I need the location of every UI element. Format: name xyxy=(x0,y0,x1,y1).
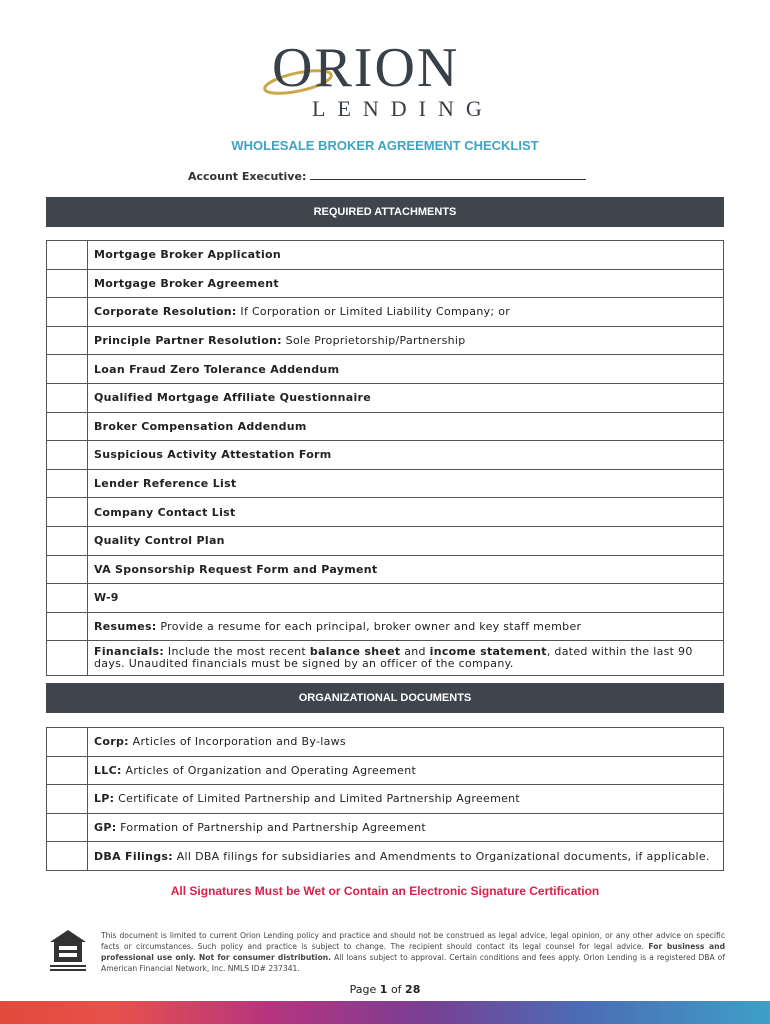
item-text: Certificate of Limited Partnership and Limited Partnership Agreement xyxy=(114,792,521,806)
financials-b2: income statement xyxy=(429,645,547,659)
checklist-row xyxy=(47,383,724,412)
checkbox-cell[interactable] xyxy=(47,441,88,470)
checklist-item-text xyxy=(88,269,724,298)
checklist-row xyxy=(47,842,724,871)
item-bold: Mortgage Broker Agreement xyxy=(94,276,279,290)
financials-label: Financials: xyxy=(94,645,165,659)
page-number xyxy=(0,983,770,996)
checklist-item-text xyxy=(88,612,724,641)
checklist-row xyxy=(47,498,724,527)
item-bold: Loan Fraud Zero Tolerance Addendum xyxy=(94,362,340,376)
checklist-row xyxy=(47,526,724,555)
organizational-documents-table xyxy=(46,727,724,871)
equal-housing-opportunity-icon xyxy=(48,928,88,972)
item-bold: LP: xyxy=(94,792,115,806)
checkbox-cell[interactable] xyxy=(47,612,88,641)
checkbox-cell[interactable] xyxy=(47,813,88,842)
checklist-item-text xyxy=(88,813,724,842)
checklist-row xyxy=(47,612,724,641)
item-bold: Broker Compensation Addendum xyxy=(94,419,307,433)
checklist-row xyxy=(47,728,724,757)
page-label: Page xyxy=(349,983,377,996)
logo-name: ORION xyxy=(272,37,460,99)
item-text: All DBA filings for subsidiaries and Amendments to Organizational documents, if applicable. xyxy=(172,849,710,863)
checklist-item-text xyxy=(88,842,724,871)
financials-t1: Include the most recent xyxy=(164,645,310,659)
checklist-row xyxy=(47,412,724,441)
checkbox-cell[interactable] xyxy=(47,269,88,298)
checkbox-cell[interactable] xyxy=(47,842,88,871)
checklist-row xyxy=(47,269,724,298)
checklist-row xyxy=(47,241,724,270)
account-executive-field xyxy=(188,169,586,183)
item-text: Articles of Incorporation and By-laws xyxy=(128,735,346,749)
item-bold: Corporate Resolution: xyxy=(94,305,237,319)
checklist-item-text xyxy=(88,469,724,498)
checkbox-cell[interactable] xyxy=(47,728,88,757)
checklist-row xyxy=(47,813,724,842)
legal-disclaimer xyxy=(101,930,725,974)
checklist-row xyxy=(47,785,724,814)
page-total: 28 xyxy=(405,983,421,996)
checkbox-cell[interactable] xyxy=(47,641,88,676)
organizational-documents-header: ORGANIZATIONAL DOCUMENTS xyxy=(46,683,724,713)
checklist-row xyxy=(47,298,724,327)
checkbox-cell[interactable] xyxy=(47,326,88,355)
checkbox-cell[interactable] xyxy=(47,298,88,327)
disclaimer-bold: For business and professional use only. Not for consumer distribution. xyxy=(101,942,726,962)
checklist-item-text xyxy=(88,728,724,757)
financials-b1: balance sheet xyxy=(309,645,401,659)
item-bold: VA Sponsorship Request Form and Payment xyxy=(94,562,378,576)
checklist-item-text xyxy=(88,241,724,270)
page-of: of xyxy=(390,983,402,996)
signature-notice: All Signatures Must be Wet or Contain an Electronic Signature Certification xyxy=(170,884,600,898)
checklist-row xyxy=(47,584,724,613)
checklist-item-text xyxy=(88,355,724,384)
account-executive-line[interactable] xyxy=(310,169,586,180)
checkbox-cell[interactable] xyxy=(47,785,88,814)
checklist-item-text xyxy=(88,584,724,613)
item-bold: Lender Reference List xyxy=(94,477,237,491)
checklist-item-text xyxy=(88,785,724,814)
logo-subtitle: LENDING xyxy=(312,96,494,121)
checklist-row xyxy=(47,469,724,498)
checklist-row xyxy=(47,441,724,470)
checkbox-cell[interactable] xyxy=(47,756,88,785)
item-bold: LLC: xyxy=(94,763,122,777)
checklist-item-text xyxy=(88,526,724,555)
checkbox-cell[interactable] xyxy=(47,526,88,555)
checklist-item-text xyxy=(88,756,724,785)
disclaimer-text-1: This document is limited to current Orion Lending policy and practice and should not be construed as legal advice, legal opinion, or any other advice on specific facts or circumstances. Such policy and practice is subject to change. The recipient should contact its legal counsel for legal advice. xyxy=(101,931,725,951)
checkbox-cell[interactable] xyxy=(47,383,88,412)
item-bold: Principle Partner Resolution: xyxy=(94,334,282,348)
item-text: Sole Proprietorship/Partnership xyxy=(281,334,466,348)
financials-t2: and xyxy=(400,645,430,659)
item-bold: GP: xyxy=(94,821,117,835)
checkbox-cell[interactable] xyxy=(47,412,88,441)
checklist-row xyxy=(47,756,724,785)
checkbox-cell[interactable] xyxy=(47,241,88,270)
item-bold: Corp: xyxy=(94,735,129,749)
checklist-item-text xyxy=(88,326,724,355)
checklist-item-text xyxy=(88,383,724,412)
item-text: Articles of Organization and Operating Agreement xyxy=(121,763,417,777)
disclaimer-text-2: All loans subject to approval. Certain conditions and fees apply. Orion Lending is a registered DBA of American Financial Network, Inc. NMLS ID# 237341. xyxy=(101,953,726,973)
financials-t3: , dated within the last 90 days. Unaudited financials must be signed by an officer of the company. xyxy=(94,645,693,671)
page-current: 1 xyxy=(379,983,388,996)
checklist-row xyxy=(47,326,724,355)
item-bold: Company Contact List xyxy=(94,505,236,519)
item-text: Provide a resume for each principal, broker owner and key staff member xyxy=(156,620,582,634)
checklist-row xyxy=(47,355,724,384)
checklist-item-text xyxy=(88,412,724,441)
item-bold: Suspicious Activity Attestation Form xyxy=(94,448,332,462)
item-bold: Qualified Mortgage Affiliate Questionnaire xyxy=(94,391,371,405)
document-title: WHOLESALE BROKER AGREEMENT CHECKLIST xyxy=(231,138,539,153)
required-attachments-header: REQUIRED ATTACHMENTS xyxy=(46,197,724,227)
item-text: Formation of Partnership and Partnership Agreement xyxy=(116,821,427,835)
checklist-item-text xyxy=(88,555,724,584)
checkbox-cell[interactable] xyxy=(47,498,88,527)
item-bold: DBA Filings: xyxy=(94,849,173,863)
checkbox-cell[interactable] xyxy=(47,355,88,384)
item-bold: W-9 xyxy=(94,591,119,605)
required-attachments-table xyxy=(46,240,724,676)
item-bold: Resumes: xyxy=(94,620,157,634)
checklist-row-financials xyxy=(47,641,724,676)
checklist-item-text xyxy=(88,498,724,527)
orion-lending-logo xyxy=(262,38,512,120)
checklist-item-text xyxy=(88,641,724,676)
item-bold: Quality Control Plan xyxy=(94,534,225,548)
checklist-item-text xyxy=(88,441,724,470)
account-executive-label: Account Executive: xyxy=(188,170,307,183)
checklist-row xyxy=(47,555,724,584)
checklist-item-text xyxy=(88,298,724,327)
item-text: If Corporation or Limited Liability Company; or xyxy=(236,305,511,319)
checkbox-cell[interactable] xyxy=(47,555,88,584)
checkbox-cell[interactable] xyxy=(47,469,88,498)
footer-gradient-bar xyxy=(0,1001,770,1024)
checkbox-cell[interactable] xyxy=(47,584,88,613)
item-bold: Mortgage Broker Application xyxy=(94,248,282,262)
